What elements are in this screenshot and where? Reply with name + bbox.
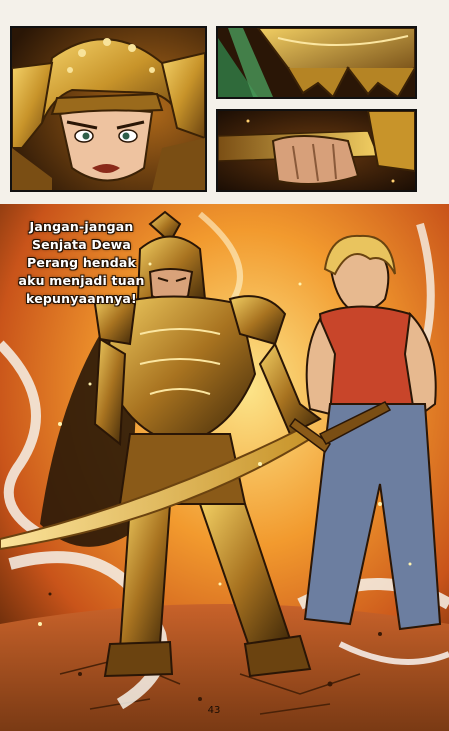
panel-fist-detail [216,109,417,192]
warrior-helmet-illustration [12,28,205,190]
gripping-fist-illustration [218,111,415,190]
armor-shoulder-illustration [218,28,415,97]
page-number: 43 [207,705,221,716]
speech-caption: Jangan-jangan Senjata Dewa Perang hendak aku menjadi tuan kepunyaannya! [18,219,145,306]
panel-armor-detail [216,26,417,99]
panel-warrior-closeup [10,26,207,192]
